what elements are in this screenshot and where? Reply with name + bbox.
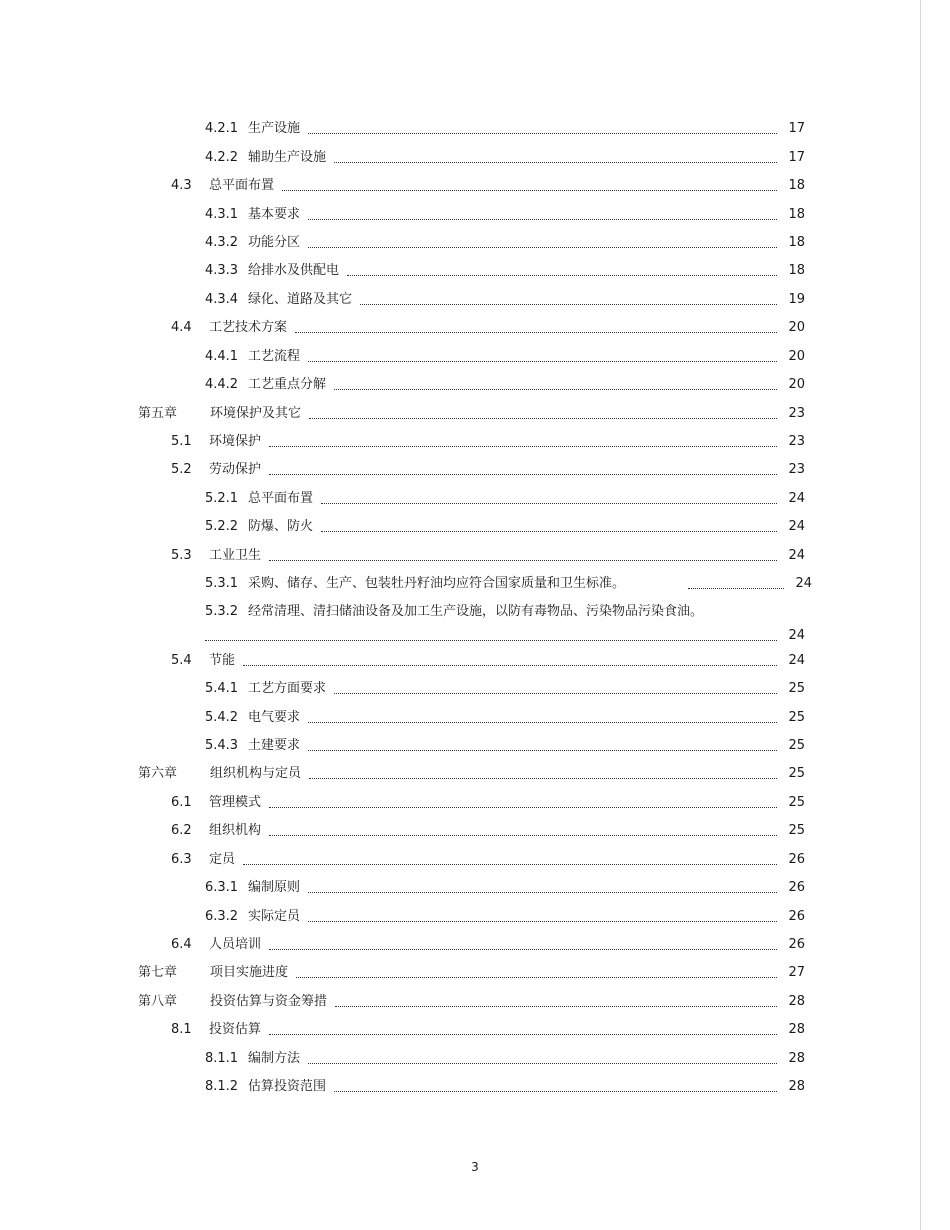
toc-entry[interactable] <box>0 229 950 257</box>
toc-entry-title: 节能 <box>209 652 236 668</box>
toc-entry-title: 生产设施 <box>248 121 301 137</box>
toc-entry-number: 4.3.1 <box>205 206 239 222</box>
toc-entry-title: 项目实施进度 <box>210 965 289 981</box>
toc-entry[interactable] <box>0 931 950 959</box>
toc-entry-number: 8.1.2 <box>205 1079 239 1095</box>
toc-entry-page: 20 <box>788 320 805 336</box>
toc-entry[interactable] <box>0 570 950 598</box>
toc-entry-number: 5.4.1 <box>205 681 239 697</box>
toc-entry-title: 工艺流程 <box>248 348 301 364</box>
toc-entry[interactable] <box>0 598 950 646</box>
dot-leader <box>334 1090 777 1092</box>
toc-entry-title: 编制原则 <box>248 880 301 896</box>
toc-entry[interactable] <box>0 789 950 817</box>
toc-entry-title: 编制方法 <box>248 1050 301 1066</box>
toc-entry-number: 8.1 <box>171 1022 192 1038</box>
toc-entry-number: 4.3 <box>171 178 192 194</box>
toc-entry-title: 工艺重点分解 <box>248 377 327 393</box>
toc-entry-page: 18 <box>788 206 805 222</box>
dot-leader <box>334 692 777 694</box>
toc-entry-number: 4.4.2 <box>205 377 239 393</box>
toc-entry-page: 24 <box>788 628 805 644</box>
dot-leader <box>309 417 777 419</box>
toc-entry-number: 第五章 <box>138 405 178 421</box>
toc-entry[interactable] <box>0 485 950 513</box>
dot-leader <box>308 891 777 893</box>
toc-entry-page: 25 <box>788 681 805 697</box>
toc-entry-page: 18 <box>788 263 805 279</box>
toc-entry-title: 劳动保护 <box>209 462 262 478</box>
dot-leader <box>308 360 777 362</box>
toc-entry-number: 第六章 <box>138 766 178 782</box>
toc-entry-title: 管理模式 <box>209 794 262 810</box>
dot-leader <box>308 749 777 751</box>
toc-entry[interactable] <box>0 675 950 703</box>
toc-entry[interactable] <box>0 817 950 845</box>
toc-entry-title: 工艺技术方案 <box>209 320 288 336</box>
toc-entry-page: 27 <box>788 965 805 981</box>
toc-entry[interactable] <box>0 200 950 228</box>
toc-entry-number: 第八章 <box>138 993 178 1009</box>
toc-entry-title: 功能分区 <box>248 234 301 250</box>
toc-entry-number: 6.3.2 <box>205 908 239 924</box>
toc-entry-page: 24 <box>788 652 805 668</box>
dot-leader <box>335 1005 777 1007</box>
toc-entry-title: 估算投资范围 <box>248 1079 327 1095</box>
toc-entry-number: 6.4 <box>171 937 192 953</box>
toc-entry[interactable] <box>0 456 950 484</box>
toc-entry-number: 4.3.3 <box>205 263 239 279</box>
toc-entry[interactable] <box>0 760 950 788</box>
toc-entry-number: 5.2.1 <box>205 490 239 506</box>
dot-leader <box>347 274 777 276</box>
toc-entry[interactable] <box>0 542 950 570</box>
toc-entry-page: 28 <box>788 993 805 1009</box>
toc-entry[interactable] <box>0 988 950 1016</box>
toc-entry-number: 4.2.2 <box>205 149 239 165</box>
toc-entry-page: 18 <box>788 178 805 194</box>
toc-entry[interactable] <box>0 703 950 731</box>
toc-entry-page: 26 <box>788 937 805 953</box>
toc-entry-number: 5.3.1 <box>205 576 239 592</box>
dot-leader <box>269 473 777 475</box>
toc-entry-number: 4.4.1 <box>205 348 239 364</box>
toc-entry-title: 组织机构 <box>209 823 262 839</box>
dot-leader <box>243 863 777 865</box>
toc-entry[interactable] <box>0 646 950 674</box>
toc-entry[interactable] <box>0 343 950 371</box>
dot-leader <box>269 806 777 808</box>
toc-entry-number: 8.1.1 <box>205 1050 239 1066</box>
toc-entry-number: 4.3.2 <box>205 234 239 250</box>
toc-entry[interactable] <box>0 846 950 874</box>
toc-entry-number: 5.2.2 <box>205 519 239 535</box>
toc-entry-title: 环境保护 <box>209 434 262 450</box>
dot-leader <box>308 1062 777 1064</box>
toc-entry-title: 土建要求 <box>248 737 301 753</box>
toc-entry[interactable] <box>0 399 950 427</box>
toc-entry[interactable] <box>0 371 950 399</box>
toc-entry[interactable] <box>0 428 950 456</box>
toc-entry-page: 28 <box>788 1050 805 1066</box>
toc-entry-title: 绿化、道路及其它 <box>248 291 353 307</box>
toc-entry-number: 5.3.2 <box>205 604 239 620</box>
toc-entry-number: 4.3.4 <box>205 291 239 307</box>
toc-entry-page: 26 <box>788 851 805 867</box>
dot-leader <box>308 246 777 248</box>
toc-entry-page: 26 <box>788 908 805 924</box>
toc-entry-page: 28 <box>788 1022 805 1038</box>
toc-entry-title: 人员培训 <box>209 937 262 953</box>
toc-entry-number: 6.3 <box>171 851 192 867</box>
toc-entry-page: 24 <box>788 519 805 535</box>
toc-entry[interactable] <box>0 314 950 342</box>
toc-entry-number: 4.2.1 <box>205 121 239 137</box>
toc-entry-title: 实际定员 <box>248 908 301 924</box>
toc-entry-page: 24 <box>795 576 812 592</box>
toc-entry-title: 环境保护及其它 <box>210 405 302 421</box>
toc-entry[interactable] <box>0 874 950 902</box>
dot-leader <box>321 502 777 504</box>
dot-leader <box>205 639 777 641</box>
toc-entry-page: 25 <box>788 737 805 753</box>
toc-entry-number: 4.4 <box>171 320 192 336</box>
dot-leader <box>282 189 777 191</box>
dot-leader <box>309 777 777 779</box>
dot-leader <box>334 388 777 390</box>
toc-entry-page: 23 <box>788 462 805 478</box>
toc-entry-title: 电气要求 <box>248 709 301 725</box>
toc-entry-page: 17 <box>788 149 805 165</box>
toc-entry-number: 6.1 <box>171 794 192 810</box>
dot-leader <box>296 976 777 978</box>
toc-entry-page: 20 <box>788 348 805 364</box>
toc-entry-title: 定员 <box>209 851 236 867</box>
dot-leader <box>308 132 777 134</box>
dot-leader <box>269 445 777 447</box>
toc-entry[interactable] <box>0 1016 950 1044</box>
dot-leader <box>308 218 777 220</box>
toc-entry[interactable] <box>0 959 950 987</box>
dot-leader <box>269 1033 777 1035</box>
toc-entry[interactable] <box>0 286 950 314</box>
toc-entry[interactable] <box>0 172 950 200</box>
dot-leader <box>269 948 777 950</box>
toc-entry-page: 24 <box>788 547 805 563</box>
toc-entry-title: 辅助生产设施 <box>248 149 327 165</box>
toc-entry-title: 组织机构与定员 <box>210 766 302 782</box>
toc-entry[interactable] <box>0 115 950 143</box>
table-of-contents <box>0 115 950 1101</box>
toc-entry-title: 总平面布置 <box>209 178 275 194</box>
toc-entry-page: 25 <box>788 709 805 725</box>
toc-entry-number: 5.4 <box>171 652 192 668</box>
toc-entry-number: 6.3.1 <box>205 880 239 896</box>
toc-entry-title: 总平面布置 <box>248 490 314 506</box>
toc-entry-page: 23 <box>788 434 805 450</box>
toc-entry[interactable] <box>0 732 950 760</box>
dot-leader <box>334 161 777 163</box>
toc-entry[interactable] <box>0 257 950 285</box>
toc-entry-title: 给排水及供配电 <box>248 263 340 279</box>
toc-entry-title: 投资估算与资金筹措 <box>210 993 328 1009</box>
toc-entry-title: 采购、储存、生产、包装牡丹籽油均应符合国家质量和卫生标准。 <box>248 576 626 592</box>
toc-entry-page: 24 <box>788 490 805 506</box>
dot-leader <box>321 530 777 532</box>
toc-entry-page: 23 <box>788 405 805 421</box>
toc-entry-number: 第七章 <box>138 965 178 981</box>
dot-leader <box>243 664 777 666</box>
toc-entry-number: 5.3 <box>171 547 192 563</box>
toc-entry-number: 5.4.3 <box>205 737 239 753</box>
toc-entry[interactable] <box>0 143 950 171</box>
dot-leader <box>308 721 777 723</box>
dot-leader <box>295 331 777 333</box>
toc-entry-page: 25 <box>788 794 805 810</box>
toc-entry-number: 5.1 <box>171 434 192 450</box>
toc-entry-page: 28 <box>788 1079 805 1095</box>
toc-entry-number: 5.4.2 <box>205 709 239 725</box>
toc-entry-title: 工艺方面要求 <box>248 681 327 697</box>
toc-entry-number: 6.2 <box>171 823 192 839</box>
dot-leader <box>269 834 777 836</box>
toc-entry[interactable] <box>0 513 950 541</box>
toc-entry-title: 防爆、防火 <box>248 519 314 535</box>
toc-entry[interactable] <box>0 1073 950 1101</box>
toc-entry-page: 25 <box>788 766 805 782</box>
dot-leader <box>308 920 777 922</box>
dot-leader <box>688 587 784 589</box>
dot-leader <box>360 303 777 305</box>
toc-entry-title: 经常清理、清扫储油设备及加工生产设施，以防有毒物品、污染物品污染食油。 <box>248 604 704 620</box>
toc-entry-page: 19 <box>788 291 805 307</box>
toc-entry-title: 基本要求 <box>248 206 301 222</box>
toc-entry-number: 5.2 <box>171 462 192 478</box>
toc-entry[interactable] <box>0 1045 950 1073</box>
page-number: 3 <box>471 1160 479 1174</box>
dot-leader <box>269 559 777 561</box>
toc-entry[interactable] <box>0 902 950 930</box>
toc-entry-title: 工业卫生 <box>209 547 262 563</box>
toc-entry-page: 26 <box>788 880 805 896</box>
toc-entry-page: 25 <box>788 823 805 839</box>
toc-entry-page: 18 <box>788 234 805 250</box>
toc-entry-page: 20 <box>788 377 805 393</box>
toc-entry-page: 17 <box>788 121 805 137</box>
toc-entry-title: 投资估算 <box>209 1022 262 1038</box>
